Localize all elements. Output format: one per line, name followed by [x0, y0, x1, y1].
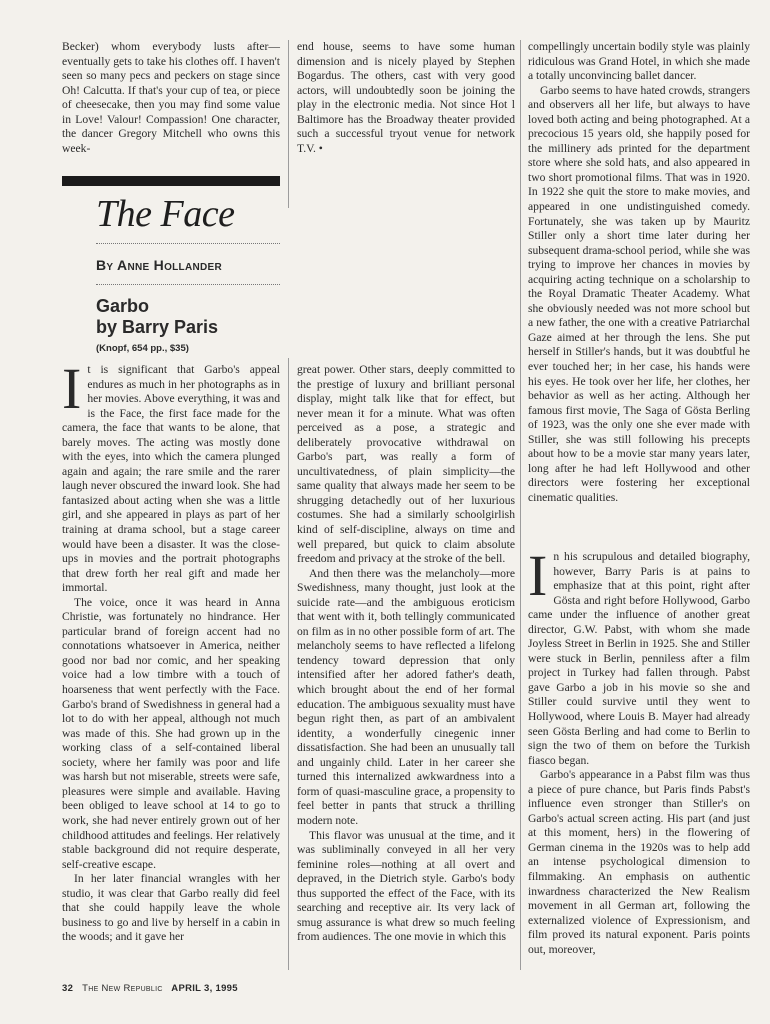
- column-1-top: [62, 40, 280, 170]
- paragraph: Garbo seems to have hated crowds, strangers and observers all her life, but always to have loved both acting and being photographed. At a precocious 15 years old, she happily posed for the millinery ads printed for the department store where she sold hats, and also appeared in two short promotional films. That was in 1920. In 1922 she quit the store to make movies, and appeared in one undistinguished comedy. Fortunately, she was taken up by Mauritz Stiller only a short time later during her subsequent drama-school period, while she was trying to improve her chances in movies by acquiring acting technique on a scholarship to the Royal Dramatic Theater Academy. What she obviously needed was not more school but a new father, the one with a creative Patriarchal Gaze aimed at her through the lens. She put herself in Stiller's hands, but it was doubtful he ever touched her; in her case, his hands were his eyes. He took over her life, her clothes, her behavior as well as her acting. Although her famous first movie, The Saga of Gösta Berling of 1923, was the only one she ever made with Stiller, she was still following his precepts about how to be a movie star many years later, long after he had left Hollywood and other directors were fostering her exceptional cinematic qualities.: [528, 83, 750, 504]
- paragraph: t is significant that Garbo's appeal endures as much in her photographs as in her movies. Above everything, it was and is the Face, the first face made for the camera, the face that wants to be alone, that barely moves. The acting was mostly done with the eyes, into which the camera plunged again and again; the rare smile and the rarer laugh never obscured the inward look. She had fantasized about acting when she was a little girl, and she appeared in plays as part of her training at drama school, but a stage career would have been a disaster. It was the close-ups in movies and the portrait photographs that drew forth her real gift and made her immortal.: [62, 363, 280, 595]
- paragraph: And then there was the melancholy—more Swedishness, many thought, just look at the suicide rate—and the ambiguous eroticism that went with it, both tellingly communicated on film as in no other possible form of art. The melancholy seems to have reflected a lifelong tendency toward depression that only intensified after her adored father's death, which brought about the end of her formal education. The ambiguous sexuality must have begun right then, as part of an ambivalent identity, a wonderfully cinegenic inner dissatisfaction. She had been an unusually tall and ungainly child. Later in her career she turned this internalized awkwardness into a form of quasi-masculine grace, a propensity to feel better in pants that struck a thrilling modern note.: [297, 566, 515, 827]
- column-divider: [288, 358, 289, 970]
- paragraph: Garbo's appearance in a Pabst film was thus a piece of pure chance, but Paris finds Pabst's influence even stronger than Stiller's on Garbo's actual screen acting. His part (and just at this moment, hers) in the flowering of German cinema in the 1920s was to help add an intense psychological dimension to filmmaking. An emphasis on authentic inwardness characterized the New Realism movement in all German art, following the externalized violence of Expressionism, and film proved its natural exponent. Paris points out, moreover,: [528, 768, 750, 956]
- review-continuation-text: Becker) whom everybody lusts after—eventually gets to take his clothes off. I haven't seen so many pecs and peckers on stage since Oh! Calcutta. If that's your cup of tea, or piece of cheesecake, then you may find some value in Love! Valour! Compassion! One character, the dancer Gregory Mitchell who owns this week-: [62, 40, 280, 155]
- column-2-top: [297, 40, 515, 190]
- section-bar: [62, 176, 280, 186]
- paragraph: This flavor was unusual at the time, and it was subliminally conveyed in all her very feminine roles—nothing at all overt and depraved, in the Dietrich style. Garbo's body thus supported the effect of the Face, with its searching and receptive air. Its very lack of smug assurance is what drew so much feeling from audiences. The one movie in which this: [297, 828, 515, 944]
- paragraph: In her later financial wrangles with her studio, it was clear that Garbo really did feel that she could happily leave the whole business to go and live by herself in a cabin in the woods; and it gave her: [62, 872, 280, 944]
- byline: By Anne Hollander: [96, 257, 223, 273]
- paragraph: The voice, once it was heard in Anna Christie, was fortunately no hindrance. Her particular brand of foreign accent had no connotations whatsoever in America, neither good nor bad nor comic, and her speaking voice had a low timbre with a touch of hoarseness that went perfectly with the Face. Garbo's brand of Swedishness in general had a lot to do with her appeal, although not much was made of this. She had grown up in the working class of a self-contained liberal society, where her family was poor and life was harsh but not miserable, streets were safe, pleasures were simple and available. Having been obliged to leave school at 14 to go to work, she had never entirely grown out of her childhood attitudes and feelings. Her relatively stable background did not require desperate, self-creative escape.: [62, 595, 280, 871]
- paragraph: compellingly uncertain bodily style was plainly ridiculous was Grand Hotel, in which she made a totally unconvincing ballet dancer.: [528, 40, 750, 83]
- book-title: Garbo: [96, 296, 150, 316]
- dotted-divider: [96, 243, 280, 244]
- column-3-top: [528, 40, 750, 540]
- column-2-body: [297, 363, 515, 945]
- magazine-name: The New Republic: [82, 983, 163, 994]
- drop-cap: I: [62, 356, 82, 421]
- paragraph: n his scrupulous and detailed biography, however, Barry Paris is at pains to emphasize that at this point, right after Gösta and right before Hollywood, Garbo came under the influence of another great director, G.W. Pabst, with whom she made Joyless Street in Berlin in 1925. She and Stiller were stuck in Berlin, penniless after a film project in Turkey had fallen through. Pabst gave Garbo a job in his movie so she and Stiller could survive until they went to Hollywood, where Louis B. Mayer had already seen Gösta Berling and had come to Berlin to sign the two of them on before the Turkish fiasco began.: [528, 550, 750, 767]
- column-divider: [520, 40, 521, 970]
- book-info: [96, 296, 218, 338]
- page-number: 32: [62, 983, 74, 994]
- review-ending-text: end house, seems to have some human dimension and is nicely played by Stephen Bogardus. The others, cast with very good actors, will undoubtedly soon be joining the play in the electronic media. Not since Hot l Baltimore has the Broadway theater provided such a successful tryout venue for network T.V. •: [297, 40, 515, 155]
- publisher-info: (Knopf, 654 pp., $35): [96, 343, 189, 354]
- column-3-body: [528, 543, 750, 957]
- dotted-divider: [96, 284, 280, 285]
- page-footer: [62, 983, 238, 994]
- issue-date: APRIL 3, 1995: [171, 983, 238, 994]
- drop-cap: I: [528, 543, 548, 608]
- column-1-body: [62, 356, 280, 945]
- paragraph: great power. Other stars, deeply committed to the prestige of luxury and brilliant personal display, might talk like that for effect, but never mean it for a minute. What was often perceived as a pose, a strategic and deliberately provocative withdrawal on Garbo's part, was really a form of uncultivatedness, of plain simplicity—the same quality that always made her seem to be shrugging detachedly out of her luxurious costumes. She had a similarly schoolgirlish kind of self-discipline, always on time and well prepared, but quick to claim absolute freedom and privacy at the stroke of the bell.: [297, 363, 515, 566]
- book-author: by Barry Paris: [96, 317, 219, 337]
- article-title: The Face: [96, 193, 235, 235]
- column-divider: [288, 40, 289, 208]
